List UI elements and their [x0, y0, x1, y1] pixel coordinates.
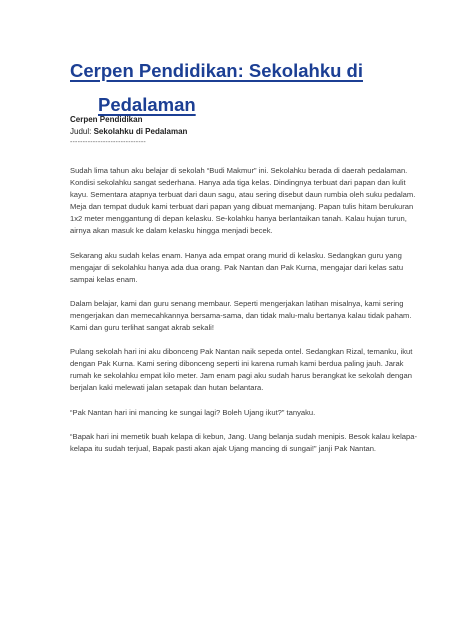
paragraph: Pulang sekolah hari ini aku dibonceng Pak Nantan naik sepeda ontel. Sedangkan Rizal, temanku, ikut dengan Pak Kurna. Kami sering dibonceng seperti ini karena rumah kami berdua paling jauh. Jarak rumah ke sekolahku empat kilo meter. Jam enam pagi aku sudah harus berangkat ke sekolah dengan berjalan kaki melewati jalan setapak dan hutan belantara.	[70, 347, 413, 393]
story-body	[70, 165, 422, 467]
paragraph: Sekarang aku sudah kelas enam. Hanya ada empat orang murid di kelasku. Sedangkan guru yang mengajar di sekolahku hanya ada dua orang. Pak Nantan dan Pak Kurna, mengajar dari kelas satu sampai kelas enam.	[70, 250, 404, 284]
judul-label: Judul:	[70, 127, 92, 136]
category-label: Cerpen Pendidikan	[70, 115, 143, 124]
article-meta	[70, 114, 187, 148]
paragraph: Sudah lima tahun aku belajar di sekolah “Budi Makmur” ini. Sekolahku berada di daerah pedalaman. Kondisi sekolahku sangat sederhana. Hanya ada tiga kelas. Dindingnya terbuat dari papan dan kulit kayu. Sementara atapnya terbuat dari daun sagu, atau sering disebut daun rumbia oleh suku pedalam. Meja dan tempat duduk kami terbuat dari papan yang dibuat memanjang. Papan tulis hitam berukuran 1x2 meter menggantung di depan kelasku. Se-kolahku hanya berlantaikan tanah. Kalau hujan turun, airnya akan masuk ke dalam kelasku hingga menjadi becek.	[70, 166, 416, 236]
paragraph: “Pak Nantan hari ini mancing ke sungai lagi? Boleh Ujang ikut?” tanyaku.	[70, 407, 316, 417]
paragraph: Dalam belajar, kami dan guru senang membaur. Seperti mengerjakan latihan misalnya, kami sering mengerjakan dan memecahkannya bersama-sama, dan tidak malu-malu bertanya kalau tidak paham. Kami dan guru terlihat sangat akrab sekali!	[70, 298, 412, 333]
judul-line	[70, 126, 187, 138]
title-line-2: Pedalaman	[98, 94, 196, 115]
paragraph: “Bapak hari ini memetik buah kelapa di kebun, Jang. Uang belanja sudah menipis. Besok kalau kelapa-kelapa itu sudah terjual, Bapak pasti akan ajak Ujang mancing di sungai!” janji Pak Nantan.	[70, 431, 417, 453]
judul-value: Sekolahku di Pedalaman	[93, 127, 188, 136]
separator-line: ------------------------------	[70, 139, 146, 146]
document-title	[70, 54, 450, 122]
title-line-1: Cerpen Pendidikan: Sekolahku di	[70, 60, 363, 81]
